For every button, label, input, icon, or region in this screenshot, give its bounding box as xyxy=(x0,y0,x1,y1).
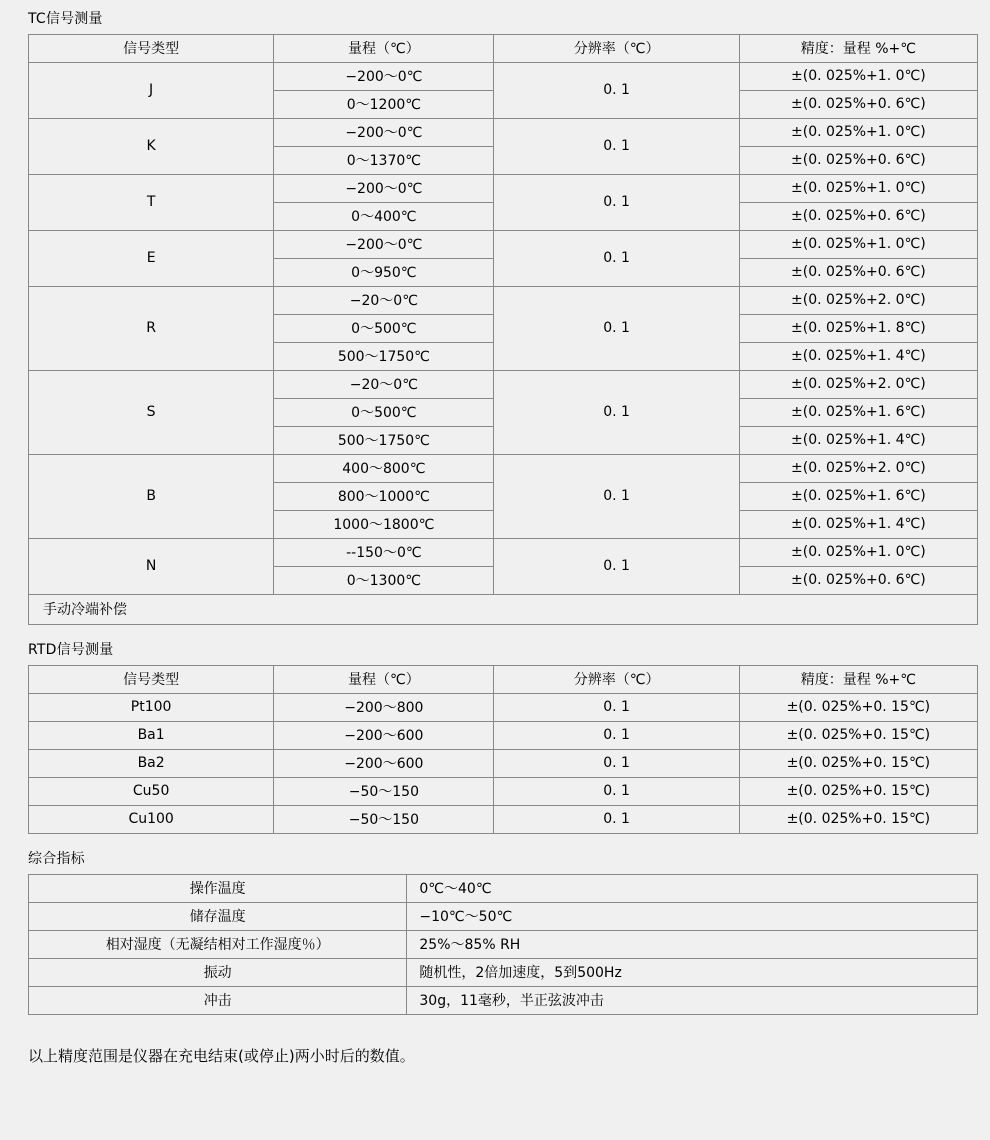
table-row xyxy=(29,750,978,778)
cell-range: −200～0℃ xyxy=(274,119,494,147)
cell-accuracy: ±(0. 025%+0. 15℃) xyxy=(739,722,977,750)
cell-spec-value: −10℃～50℃ xyxy=(407,903,978,931)
cell-range: 800～1000℃ xyxy=(274,483,494,511)
tc-section-title: TC信号测量 xyxy=(28,11,103,27)
table-row xyxy=(29,806,978,834)
cell-signal-type: J xyxy=(29,63,274,119)
cell-range: −200～0℃ xyxy=(274,175,494,203)
general-table-wrapper xyxy=(28,874,970,1015)
cell-range: 1000～1800℃ xyxy=(274,511,494,539)
table-row xyxy=(29,987,978,1015)
cell-accuracy: ±(0. 025%+0. 6℃) xyxy=(739,567,977,595)
column-header-range: 量程（℃） xyxy=(274,666,494,694)
cell-cold-junction-note: 手动冷端补偿 xyxy=(29,595,978,625)
cell-signal-type: Cu100 xyxy=(29,806,274,834)
cell-accuracy: ±(0. 025%+1. 8℃) xyxy=(739,315,977,343)
cell-accuracy: ±(0. 025%+1. 6℃) xyxy=(739,399,977,427)
cell-resolution: 0. 1 xyxy=(494,694,739,722)
cell-range: −200～600 xyxy=(274,722,494,750)
cell-spec-value: 随机性，2倍加速度，5到500Hz xyxy=(407,959,978,987)
cell-range: 0～500℃ xyxy=(274,399,494,427)
footnote-text: 以上精度范围是仪器在充电结束(或停止)两小时后的数值。 xyxy=(28,1047,415,1065)
table-row xyxy=(29,231,978,259)
cell-signal-type: Pt100 xyxy=(29,694,274,722)
cell-accuracy: ±(0. 025%+1. 0℃) xyxy=(739,175,977,203)
cell-range: 0～1200℃ xyxy=(274,91,494,119)
cell-accuracy: ±(0. 025%+0. 15℃) xyxy=(739,750,977,778)
table-row xyxy=(29,119,978,147)
cell-accuracy: ±(0. 025%+0. 6℃) xyxy=(739,203,977,231)
rtd-table-wrapper xyxy=(28,665,970,834)
cell-accuracy: ±(0. 025%+1. 4℃) xyxy=(739,427,977,455)
table-row xyxy=(29,694,978,722)
column-header-signal-type: 信号类型 xyxy=(29,35,274,63)
cell-spec-value: 30g，11毫秒，半正弦波冲击 xyxy=(407,987,978,1015)
cell-spec-label: 储存温度 xyxy=(29,903,407,931)
cell-accuracy: ±(0. 025%+1. 0℃) xyxy=(739,119,977,147)
cell-spec-label: 振动 xyxy=(29,959,407,987)
cell-signal-type: B xyxy=(29,455,274,539)
cell-accuracy: ±(0. 025%+1. 0℃) xyxy=(739,539,977,567)
table-row xyxy=(29,287,978,315)
cell-signal-type: Ba2 xyxy=(29,750,274,778)
cell-range: 0～950℃ xyxy=(274,259,494,287)
cell-range: −200～800 xyxy=(274,694,494,722)
column-header-accuracy: 精度：量程 %+℃ xyxy=(739,35,977,63)
cell-accuracy: ±(0. 025%+1. 6℃) xyxy=(739,483,977,511)
cell-accuracy: ±(0. 025%+0. 15℃) xyxy=(739,778,977,806)
cell-resolution: 0. 1 xyxy=(494,722,739,750)
cell-resolution: 0. 1 xyxy=(494,750,739,778)
table-row xyxy=(29,175,978,203)
cell-range: −200～0℃ xyxy=(274,231,494,259)
cell-spec-label: 操作温度 xyxy=(29,875,407,903)
cell-spec-value: 0℃～40℃ xyxy=(407,875,978,903)
general-specs-table xyxy=(28,874,978,1015)
tc-measurement-table xyxy=(28,34,978,625)
cell-accuracy: ±(0. 025%+2. 0℃) xyxy=(739,287,977,315)
cell-signal-type: T xyxy=(29,175,274,231)
cell-signal-type: Ba1 xyxy=(29,722,274,750)
cell-range: --150～0℃ xyxy=(274,539,494,567)
cell-accuracy: ±(0. 025%+2. 0℃) xyxy=(739,371,977,399)
cell-resolution: 0. 1 xyxy=(494,806,739,834)
cell-resolution: 0. 1 xyxy=(494,231,739,287)
cell-range: −200～0℃ xyxy=(274,63,494,91)
table-header-row xyxy=(29,35,978,63)
cell-spec-label: 冲击 xyxy=(29,987,407,1015)
cell-resolution: 0. 1 xyxy=(494,455,739,539)
cell-range: 0～400℃ xyxy=(274,203,494,231)
rtd-measurement-table xyxy=(28,665,978,834)
cell-range: −20～0℃ xyxy=(274,371,494,399)
cell-accuracy: ±(0. 025%+0. 15℃) xyxy=(739,806,977,834)
cell-spec-label: 相对湿度（无凝结相对工作湿度％） xyxy=(29,931,407,959)
cell-accuracy: ±(0. 025%+1. 4℃) xyxy=(739,343,977,371)
cell-accuracy: ±(0. 025%+1. 0℃) xyxy=(739,231,977,259)
table-row xyxy=(29,959,978,987)
cell-range: 0～1370℃ xyxy=(274,147,494,175)
cell-range: 500～1750℃ xyxy=(274,343,494,371)
table-row xyxy=(29,931,978,959)
cell-accuracy: ±(0. 025%+0. 6℃) xyxy=(739,147,977,175)
cell-accuracy: ±(0. 025%+0. 6℃) xyxy=(739,91,977,119)
table-row xyxy=(29,595,978,625)
column-header-accuracy: 精度：量程 %+℃ xyxy=(739,666,977,694)
table-row xyxy=(29,539,978,567)
column-header-range: 量程（℃） xyxy=(274,35,494,63)
rtd-section-title: RTD信号测量 xyxy=(28,642,114,658)
column-header-resolution: 分辨率（℃） xyxy=(494,666,739,694)
cell-resolution: 0. 1 xyxy=(494,119,739,175)
table-row xyxy=(29,875,978,903)
cell-accuracy: ±(0. 025%+2. 0℃) xyxy=(739,455,977,483)
cell-resolution: 0. 1 xyxy=(494,778,739,806)
table-row xyxy=(29,778,978,806)
general-section-title: 综合指标 xyxy=(28,851,85,867)
cell-range: −50～150 xyxy=(274,806,494,834)
table-row xyxy=(29,371,978,399)
column-header-resolution: 分辨率（℃） xyxy=(494,35,739,63)
table-header-row xyxy=(29,666,978,694)
cell-signal-type: Cu50 xyxy=(29,778,274,806)
cell-resolution: 0. 1 xyxy=(494,63,739,119)
cell-resolution: 0. 1 xyxy=(494,539,739,595)
table-row xyxy=(29,903,978,931)
cell-resolution: 0. 1 xyxy=(494,371,739,455)
cell-resolution: 0. 1 xyxy=(494,175,739,231)
cell-accuracy: ±(0. 025%+1. 4℃) xyxy=(739,511,977,539)
cell-range: 0～1300℃ xyxy=(274,567,494,595)
cell-accuracy: ±(0. 025%+1. 0℃) xyxy=(739,63,977,91)
cell-range: 400～800℃ xyxy=(274,455,494,483)
table-row xyxy=(29,455,978,483)
cell-accuracy: ±(0. 025%+0. 6℃) xyxy=(739,259,977,287)
cell-accuracy: ±(0. 025%+0. 15℃) xyxy=(739,694,977,722)
cell-spec-value: 25%～85% RH xyxy=(407,931,978,959)
cell-signal-type: K xyxy=(29,119,274,175)
cell-signal-type: S xyxy=(29,371,274,455)
tc-table-wrapper xyxy=(28,34,970,625)
cell-range: −200～600 xyxy=(274,750,494,778)
cell-range: −50～150 xyxy=(274,778,494,806)
cell-range: −20～0℃ xyxy=(274,287,494,315)
cell-signal-type: N xyxy=(29,539,274,595)
cell-resolution: 0. 1 xyxy=(494,287,739,371)
cell-signal-type: E xyxy=(29,231,274,287)
cell-signal-type: R xyxy=(29,287,274,371)
cell-range: 0～500℃ xyxy=(274,315,494,343)
table-row xyxy=(29,722,978,750)
column-header-signal-type: 信号类型 xyxy=(29,666,274,694)
table-row xyxy=(29,63,978,91)
cell-range: 500～1750℃ xyxy=(274,427,494,455)
